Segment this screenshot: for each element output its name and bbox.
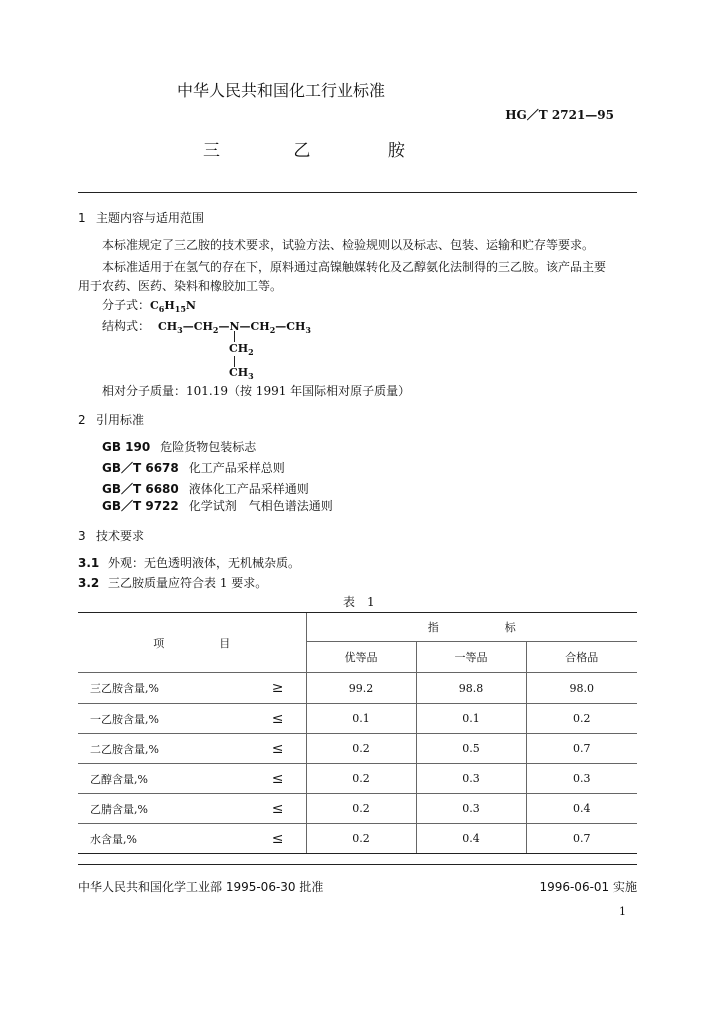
- table-row: [78, 764, 637, 794]
- item-cell: 乙腈含量,% ≤: [78, 794, 306, 824]
- formula-label: 分子式：: [102, 298, 151, 312]
- clause-3-1: 3.1 外观：无色透明液体，无机械杂质。: [78, 556, 301, 570]
- section-1-heading: [78, 209, 204, 226]
- value-cell: 0.2: [306, 764, 416, 794]
- title-char: 三: [203, 141, 222, 161]
- value-cell: 0.1: [306, 704, 416, 734]
- value-cell: 0.4: [416, 824, 526, 854]
- section-number: 3: [78, 529, 86, 543]
- table-caption: 表 1: [343, 595, 375, 609]
- struct-label: 结构式：: [102, 319, 151, 333]
- paragraph-scope-2b: 用于农药、医药、染料和橡胶加工等。: [78, 279, 283, 293]
- grade-header: 优等品: [306, 642, 416, 673]
- header-rule: [78, 192, 637, 193]
- table-row: [78, 794, 637, 824]
- grade-header: 一等品: [416, 642, 526, 673]
- value-cell: 0.2: [526, 704, 637, 734]
- grade-header: 合格品: [526, 642, 637, 673]
- reference-item: GB 190 危险货物包装标志: [102, 440, 257, 454]
- formula-value: $C_6H_{15}N$: [150, 299, 196, 315]
- value-cell: 0.3: [416, 764, 526, 794]
- table-row: [78, 824, 637, 854]
- struct-branch-ch2: $CH_2$: [229, 342, 254, 358]
- value-cell: 0.3: [526, 764, 637, 794]
- approval-info: 中华人民共和国化学工业部 1995-06-30 批准: [78, 880, 324, 894]
- footer-rule: [78, 864, 637, 865]
- struct-main-chain: $CH_3—CH_2—N—CH_2—CH_3$: [158, 320, 311, 336]
- item-cell: 二乙胺含量,% ≤: [78, 734, 306, 764]
- value-cell: 0.2: [306, 734, 416, 764]
- value-cell: 0.7: [526, 734, 637, 764]
- value-cell: 98.0: [526, 673, 637, 704]
- value-cell: 0.1: [416, 704, 526, 734]
- molecular-formula: [102, 296, 196, 314]
- reference-item: GB／T 6678 化工产品采样总则: [102, 461, 285, 475]
- struct-branch-ch3: $CH_3$: [229, 366, 254, 382]
- section-title: 引用标准: [96, 413, 145, 427]
- value-cell: 0.2: [306, 794, 416, 824]
- bond-line: [234, 331, 235, 342]
- section-title: 技术要求: [96, 529, 145, 543]
- reference-item: GB／T 9722 化学试剂 气相色谱法通则: [102, 499, 333, 513]
- page-number: 1: [619, 905, 626, 918]
- title-char: 胺: [387, 141, 407, 161]
- value-cell: 0.4: [526, 794, 637, 824]
- clause-3-2: 3.2 三乙胺质量应符合表 1 要求。: [78, 576, 268, 590]
- value-cell: 0.2: [306, 824, 416, 854]
- item-cell: 三乙胺含量,% ≥: [78, 673, 306, 704]
- value-cell: 0.5: [416, 734, 526, 764]
- section-number: 2: [78, 413, 86, 427]
- item-header: 项 目: [78, 613, 306, 673]
- section-number: 1: [78, 211, 86, 225]
- section-3-heading: [78, 527, 144, 544]
- org-title: 中华人民共和国化工行业标准: [177, 81, 386, 100]
- item-cell: 一乙胺含量,% ≤: [78, 704, 306, 734]
- index-header: 指 标: [306, 613, 637, 642]
- table-row: [78, 734, 637, 764]
- section-title: 主题内容与适用范围: [96, 211, 205, 225]
- section-2-heading: [78, 411, 144, 428]
- item-cell: 水含量,% ≤: [78, 824, 306, 854]
- paragraph-scope-1: 本标准规定了三乙胺的技术要求，试验方法、检验规则以及标志、包装、运输和贮存等要求。: [102, 238, 595, 252]
- value-cell: 0.7: [526, 824, 637, 854]
- value-cell: 0.3: [416, 794, 526, 824]
- item-cell: 乙醇含量,% ≤: [78, 764, 306, 794]
- table-header-row: [78, 613, 637, 642]
- value-cell: 99.2: [306, 673, 416, 704]
- structural-formula: [102, 317, 311, 335]
- document-title: [203, 136, 407, 161]
- paragraph-scope-2: 本标准适用于在氢气的存在下，原料通过高镍触媒转化及乙醇氨化法制得的三乙胺。该产品主要: [102, 260, 607, 274]
- value-cell: 98.8: [416, 673, 526, 704]
- effective-date: 1996-06-01 实施: [539, 880, 637, 894]
- reference-item: GB／T 6680 液体化工产品采样通则: [102, 482, 309, 496]
- table-row: [78, 673, 637, 704]
- table-row: [78, 704, 637, 734]
- molecular-mass: 相对分子质量：101.19（按 1991 年国际相对原子质量）: [102, 384, 411, 398]
- quality-spec-table: [78, 612, 637, 854]
- title-char: 乙: [293, 141, 313, 161]
- standard-number: HG／T 2721—95: [505, 108, 614, 122]
